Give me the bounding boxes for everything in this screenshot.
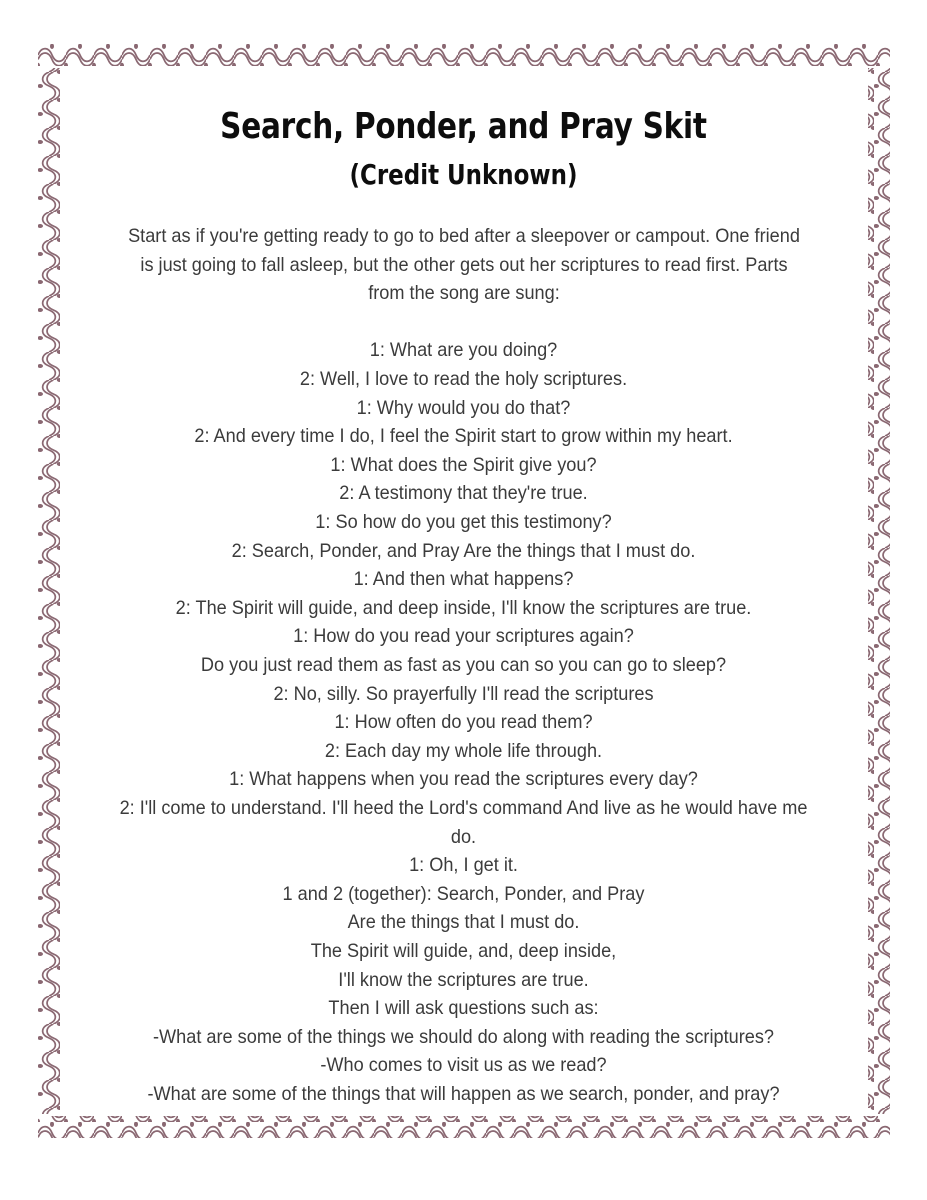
script-line: 1: What does the Spirit give you? bbox=[330, 453, 597, 476]
page-subtitle: (Credit Unknown) bbox=[349, 158, 578, 192]
script-line: 1: Oh, I get it. bbox=[409, 854, 518, 877]
border-top-ornament bbox=[38, 44, 890, 66]
script-line: 2: Well, I love to read the holy scriptures. bbox=[299, 368, 628, 391]
script-line: -What are some of the things we should do along with reading the scriptures? bbox=[153, 1025, 774, 1048]
script-line: 1 and 2 (together): Search, Ponder, and Pray bbox=[282, 882, 645, 905]
script-line: 1: How do you read your scriptures again? bbox=[293, 625, 634, 648]
intro-paragraph: Start as if you're getting ready to go to bed after a sleepover or campout. One friend is just going to fall asleep, but the other gets out her scriptures to read first. Parts from the song are sung: bbox=[127, 225, 800, 305]
script-line: 2: No, silly. So prayerfully I'll read the scriptures bbox=[273, 682, 654, 705]
script-line: 2: Search, Ponder, and Pray Are the things that I must do. bbox=[231, 539, 696, 562]
script-line: 1: So how do you get this testimony? bbox=[315, 511, 612, 533]
script-line: 1: What happens when you read the scriptures every day? bbox=[229, 768, 698, 791]
script-line: 2: I'll come to understand. I'll heed the Lord's command And live as he would have me do. bbox=[119, 796, 813, 848]
script-line: 1: How often do you read them? bbox=[334, 711, 593, 734]
script-line: Are the things that I must do. bbox=[347, 911, 580, 934]
script-line: 2: A testimony that they're true. bbox=[339, 482, 588, 505]
border-bottom-ornament bbox=[38, 1116, 890, 1138]
page-title: Search, Ponder, and Pray Skit bbox=[220, 106, 707, 147]
script-line: Then I will ask questions such as: bbox=[328, 997, 599, 1020]
border-right-ornament bbox=[868, 68, 890, 1114]
border-left-ornament bbox=[38, 68, 60, 1114]
script-line: -Who comes to visit us as we read? bbox=[320, 1054, 607, 1077]
script-line: The Spirit will guide, and, deep inside, bbox=[310, 939, 617, 962]
script-line: I'll know the scriptures are true. bbox=[338, 968, 589, 991]
script-line: 2: The Spirit will guide, and deep inside, I'll know the scriptures are true. bbox=[175, 596, 752, 619]
script-line: -What are some of the things that will happen as we search, ponder, and pray? bbox=[147, 1082, 780, 1105]
document-content bbox=[78, 78, 849, 1108]
script-line: 1: And then what happens? bbox=[353, 568, 574, 591]
script-line: 1: Why would you do that? bbox=[356, 396, 571, 419]
script-line: 1: What are you doing? bbox=[369, 339, 558, 362]
skit-script-lines bbox=[105, 308, 822, 1109]
script-line: 2: Each day my whole life through. bbox=[324, 739, 603, 762]
script-line: 2: And every time I do, I feel the Spirit start to grow within my heart. bbox=[194, 425, 733, 448]
script-line: Do you just read them as fast as you can so you can go to sleep? bbox=[200, 653, 727, 676]
